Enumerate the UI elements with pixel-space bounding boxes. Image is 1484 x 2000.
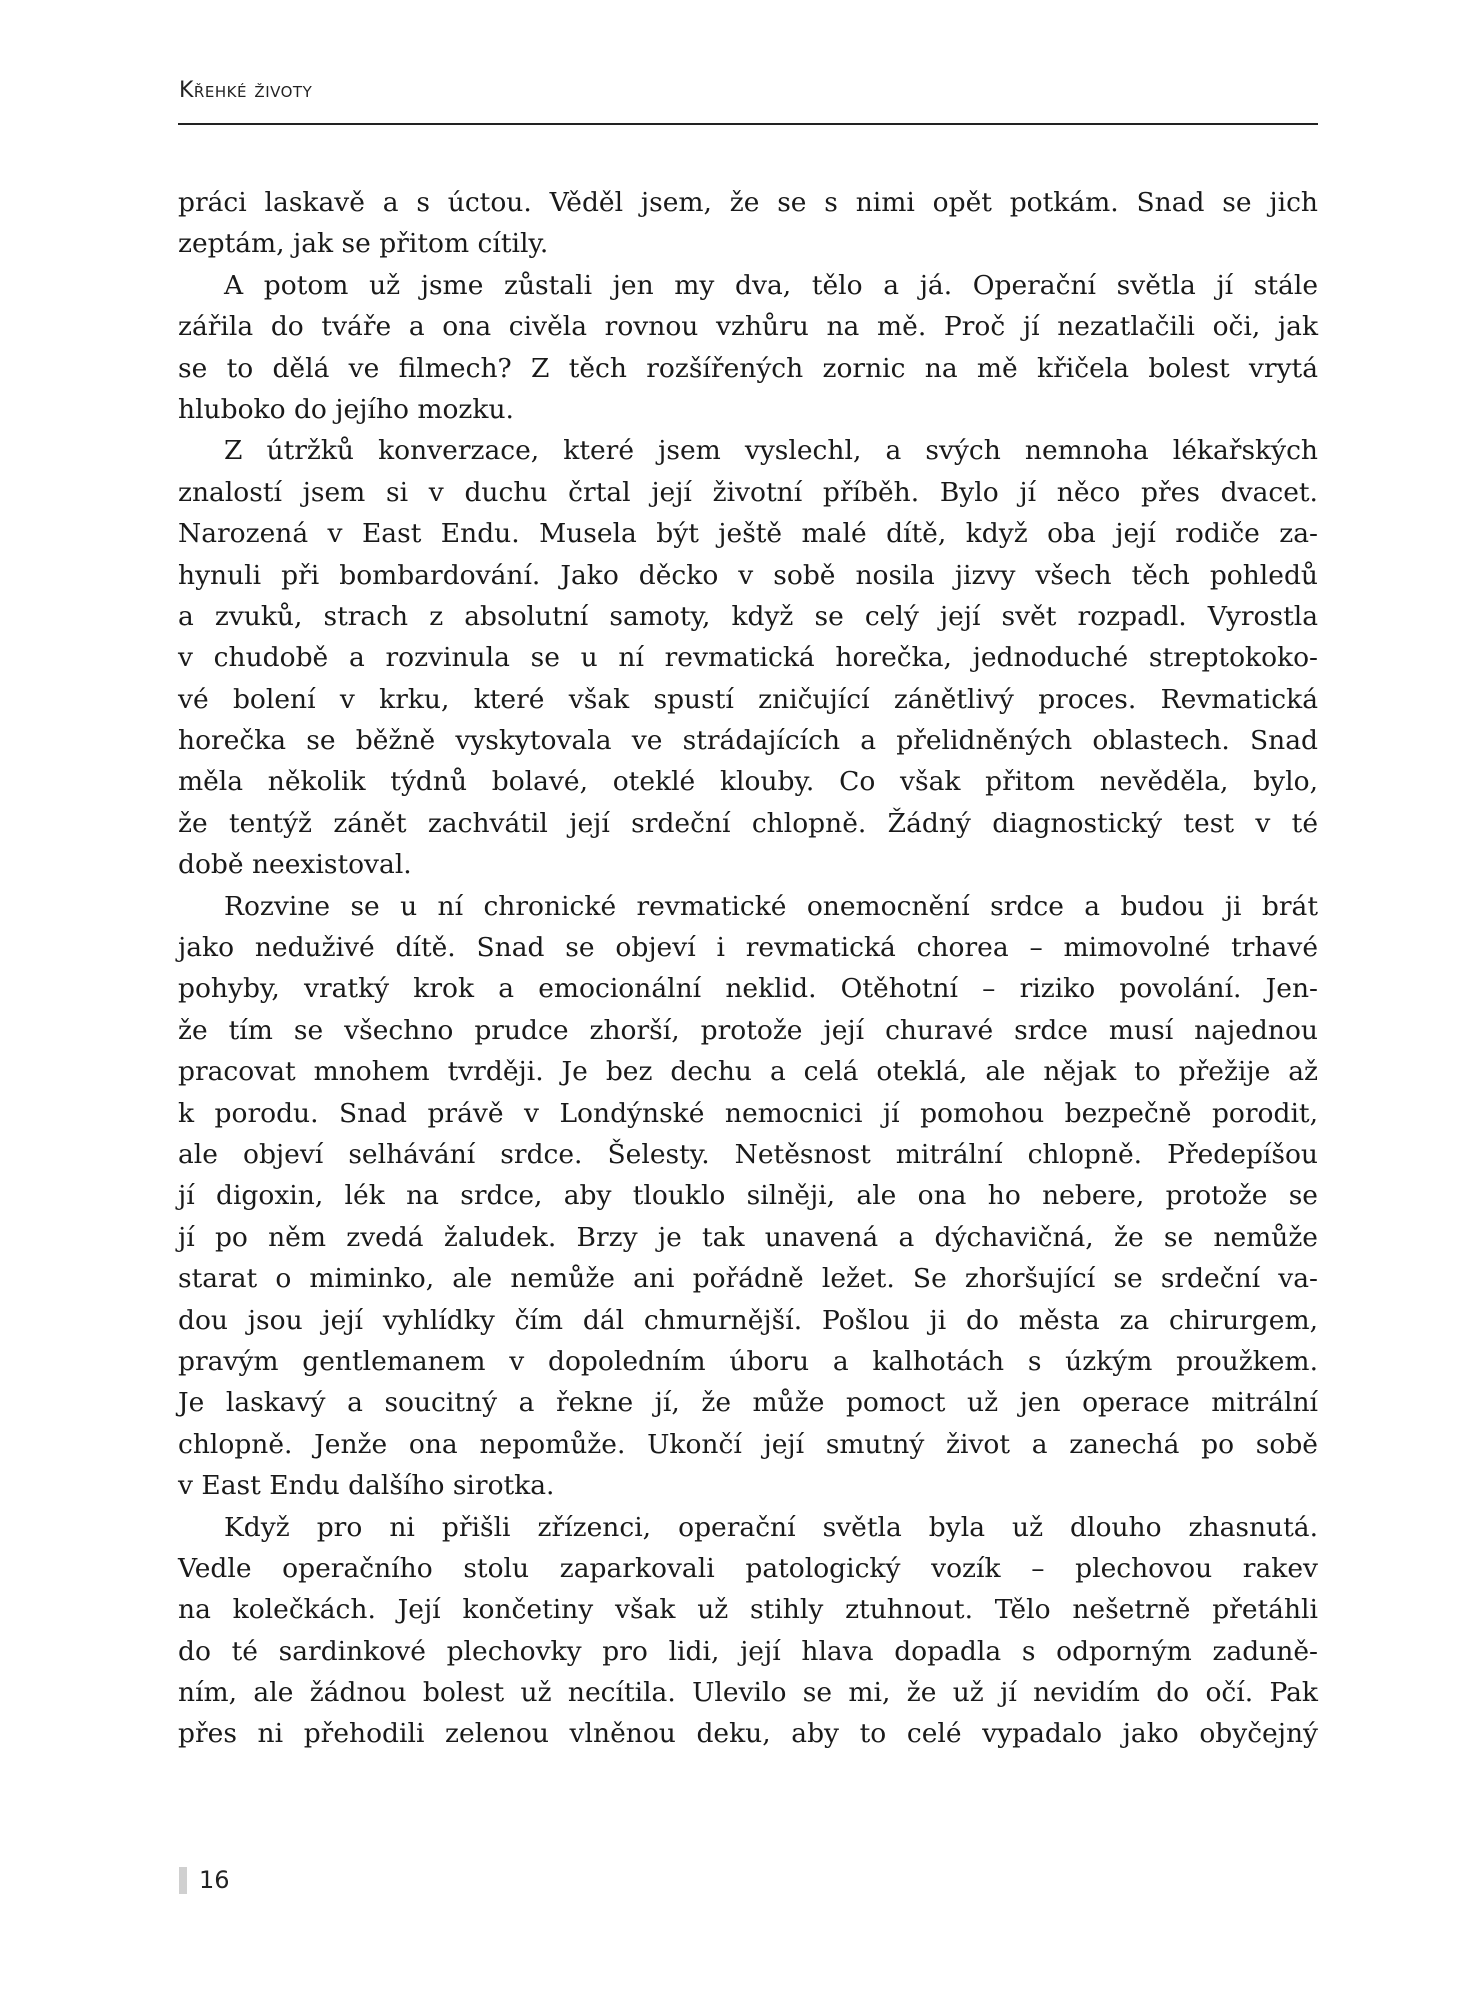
text-line: Když pro ni přišli zřízenci, operační světla byla už dlouho zhasnutá. bbox=[224, 1511, 1318, 1543]
text-line: že tentýž zánět zachvátil její srdeční chlopně. Žádný diagnostický test v té bbox=[178, 807, 1318, 839]
text-line: pravým gentlemanem v dopoledním úboru a kalhotách s úzkým proužkem. bbox=[178, 1345, 1318, 1377]
text-line: ale objeví selhávání srdce. Šelesty. Netěsnost mitrální chlopně. Předepíšou bbox=[178, 1138, 1318, 1170]
text-line: v East Endu dalšího sirotka. bbox=[178, 1470, 555, 1502]
running-head-title: Křehké životy bbox=[179, 78, 313, 103]
text-line: se to dělá ve filmech? Z těch rozšířených zornic na mě křičela bolest vrytá bbox=[178, 352, 1318, 384]
text-line: Vedle operačního stolu zaparkovali patologický vozík – plechovou rakev bbox=[178, 1552, 1318, 1584]
text-line: starat o miminko, ale nemůže ani pořádně ležet. Se zhoršující se srdeční va- bbox=[178, 1263, 1318, 1295]
text-line: ním, ale žádnou bolest už necítila. Ulevilo se mi, že už jí nevidím do očí. Pak bbox=[178, 1677, 1318, 1709]
text-line: práci laskavě a s úctou. Věděl jsem, že se s nimi opět potkám. Snad se jich bbox=[178, 187, 1318, 218]
text-line: pohyby, vratký krok a emocionální neklid. Otěhotní – riziko povolání. Jen- bbox=[178, 973, 1318, 1005]
text-line: pracovat mnohem tvrději. Je bez dechu a celá oteklá, ale nějak to přežije až bbox=[178, 1056, 1318, 1088]
text-line: přes ni přehodili zelenou vlněnou deku, aby to celé vypadalo jako obyčejný bbox=[178, 1718, 1318, 1750]
text-line: A potom už jsme zůstali jen my dva, tělo a já. Operační světla jí stále bbox=[224, 269, 1318, 301]
text-line: jako neduživé dítě. Snad se objeví i revmatická chorea – mimovolné trhavé bbox=[178, 932, 1318, 964]
text-line: dou jsou její vyhlídky čím dál chmurnější. Pošlou ji do města za chirurgem, bbox=[178, 1304, 1318, 1336]
text-line: zeptám, jak se přitom cítily. bbox=[178, 228, 549, 260]
header-rule bbox=[178, 123, 1318, 125]
page-number: 16 bbox=[199, 1866, 230, 1894]
text-line: Narozená v East Endu. Musela být ještě malé dítě, když oba její rodiče za- bbox=[178, 518, 1318, 550]
paragraph bbox=[178, 430, 1318, 885]
text-line: k porodu. Snad právě v Londýnské nemocnici jí pomohou bezpečně porodit, bbox=[178, 1097, 1318, 1129]
paragraph bbox=[178, 265, 1318, 431]
text-line: Rozvine se u ní chronické revmatické onemocnění srdce a budou ji brát bbox=[224, 890, 1318, 922]
text-line: jí digoxin, lék na srdce, aby tlouklo silněji, ale ona ho nebere, protože se bbox=[178, 1180, 1318, 1212]
text-line: zářila do tváře a ona civěla rovnou vzhůru na mě. Proč jí nezatlačili oči, jak bbox=[178, 311, 1318, 343]
text-line: hluboko do jejího mozku. bbox=[178, 393, 514, 425]
text-line: znalostí jsem si v duchu črtal její životní příběh. Bylo jí něco přes dvacet. bbox=[178, 476, 1318, 508]
text-line: do té sardinkové plechovky pro lidi, její hlava dopadla s odporným zaduně- bbox=[178, 1635, 1318, 1667]
page-footer bbox=[179, 1866, 230, 1894]
paragraph bbox=[178, 886, 1318, 1507]
folio-bar bbox=[179, 1867, 187, 1894]
text-line: vé bolení v krku, které však spustí zničující zánětlivý proces. Revmatická bbox=[178, 683, 1318, 715]
text-line: na kolečkách. Její končetiny však už stihly ztuhnout. Tělo nešetrně přetáhli bbox=[178, 1594, 1318, 1626]
text-line: v chudobě a rozvinula se u ní revmatická horečka, jednoduché streptokoko- bbox=[178, 642, 1318, 674]
text-line: měla několik týdnů bolavé, oteklé klouby. Co však přitom nevěděla, bylo, bbox=[178, 766, 1318, 798]
paragraph bbox=[178, 182, 1318, 265]
text-line: Z útržků konverzace, které jsem vyslechl, a svých nemnoha lékařských bbox=[224, 435, 1318, 467]
text-line: době neexistoval. bbox=[178, 849, 412, 881]
text-line: horečka se běžně vyskytovala ve strádajících a přelidněných oblastech. Snad bbox=[178, 725, 1318, 757]
text-line: že tím se všechno prudce zhorší, protože její churavé srdce musí najednou bbox=[178, 1014, 1318, 1046]
paragraph bbox=[178, 1507, 1318, 1755]
text-line: jí po něm zvedá žaludek. Brzy je tak unavená a dýchavičná, že se nemůže bbox=[178, 1221, 1318, 1253]
text-line: hynuli při bombardování. Jako děcko v sobě nosila jizvy všech těch pohledů bbox=[178, 559, 1318, 591]
text-line: chlopně. Jenže ona nepomůže. Ukončí její smutný život a zanechá po sobě bbox=[178, 1428, 1318, 1460]
text-line: Je laskavý a soucitný a řekne jí, že může pomoct už jen operace mitrální bbox=[178, 1387, 1318, 1419]
body-text bbox=[178, 182, 1318, 1755]
text-line: a zvuků, strach z absolutní samoty, když se celý její svět rozpadl. Vyrostla bbox=[178, 600, 1318, 632]
